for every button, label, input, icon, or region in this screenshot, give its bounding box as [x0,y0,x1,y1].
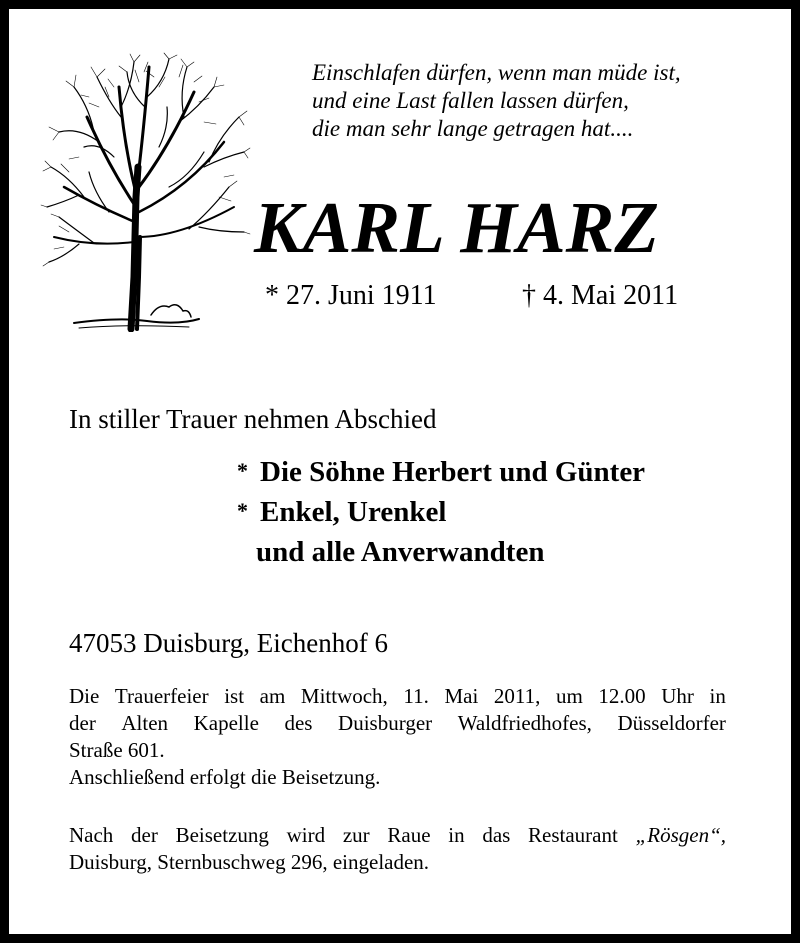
word: Trauerfeier [114,684,209,708]
funeral-line: Anschließend erfolgt die Beisetzung. [69,765,381,789]
mourner-line [237,453,645,490]
mourner-line [256,534,544,570]
word: in [709,684,726,708]
funeral-paragraph [69,683,726,791]
word: Raue [387,823,431,847]
word: Düsseldorfer [617,711,726,735]
reception-paragraph [69,822,726,876]
mourner-text: und alle Anverwandten [256,536,545,568]
reception-line: Duisburg, Sternbuschweg 296, eingeladen. [69,850,430,874]
deceased-name: KARL HARZ [254,187,659,268]
word: des [284,711,313,735]
birth-date: * 27. Juni 1911 [265,280,437,311]
word: Mittwoch, [300,684,388,708]
address: 47053 Duisburg, Eichenhof 6 [69,628,388,658]
word: ist [224,684,245,708]
funeral-line [69,710,726,737]
word: 2011, [493,684,541,708]
funeral-line: Straße 601. [69,738,165,762]
word: Uhr [661,684,694,708]
word: Alten [121,711,169,735]
quote-line: Einschlafen dürfen, wenn man müde ist, [312,60,681,85]
tree-icon [39,47,254,332]
word: in [448,823,465,847]
word: Duisburger [338,711,433,735]
restaurant-name: „Rösgen“, [635,823,726,847]
word: Kapelle [193,711,259,735]
word: Die [69,684,100,708]
word: 11. [403,684,429,708]
mourner-text: Die Söhne Herbert und Günter [260,456,646,488]
death-date: † 4. Mai 2011 [522,280,679,311]
word: der [131,823,158,847]
word: Mai [444,684,479,708]
reception-line [69,822,726,849]
word: zur [342,823,370,847]
mourning-intro: In stiller Trauer nehmen Abschied [69,404,437,434]
word: Beisetzung [175,823,269,847]
star-icon: * [237,498,248,523]
word: Waldfriedhofes, [457,711,592,735]
mourner-line [237,493,446,530]
word: Restaurant [528,823,618,847]
word: am [259,684,286,708]
star-icon: * [237,458,248,483]
word: der [69,711,96,735]
memorial-quote [312,59,752,143]
quote-line: die man sehr lange getragen hat.... [312,116,634,141]
word: wird [286,823,326,847]
quote-line: und eine Last fallen lassen dürfen, [312,88,629,113]
word: um [555,684,583,708]
obituary-card [9,9,791,934]
word: 12.00 [598,684,646,708]
funeral-line [69,683,726,710]
word: das [482,823,511,847]
mourner-text: Enkel, Urenkel [260,496,447,528]
word: Nach [69,823,114,847]
